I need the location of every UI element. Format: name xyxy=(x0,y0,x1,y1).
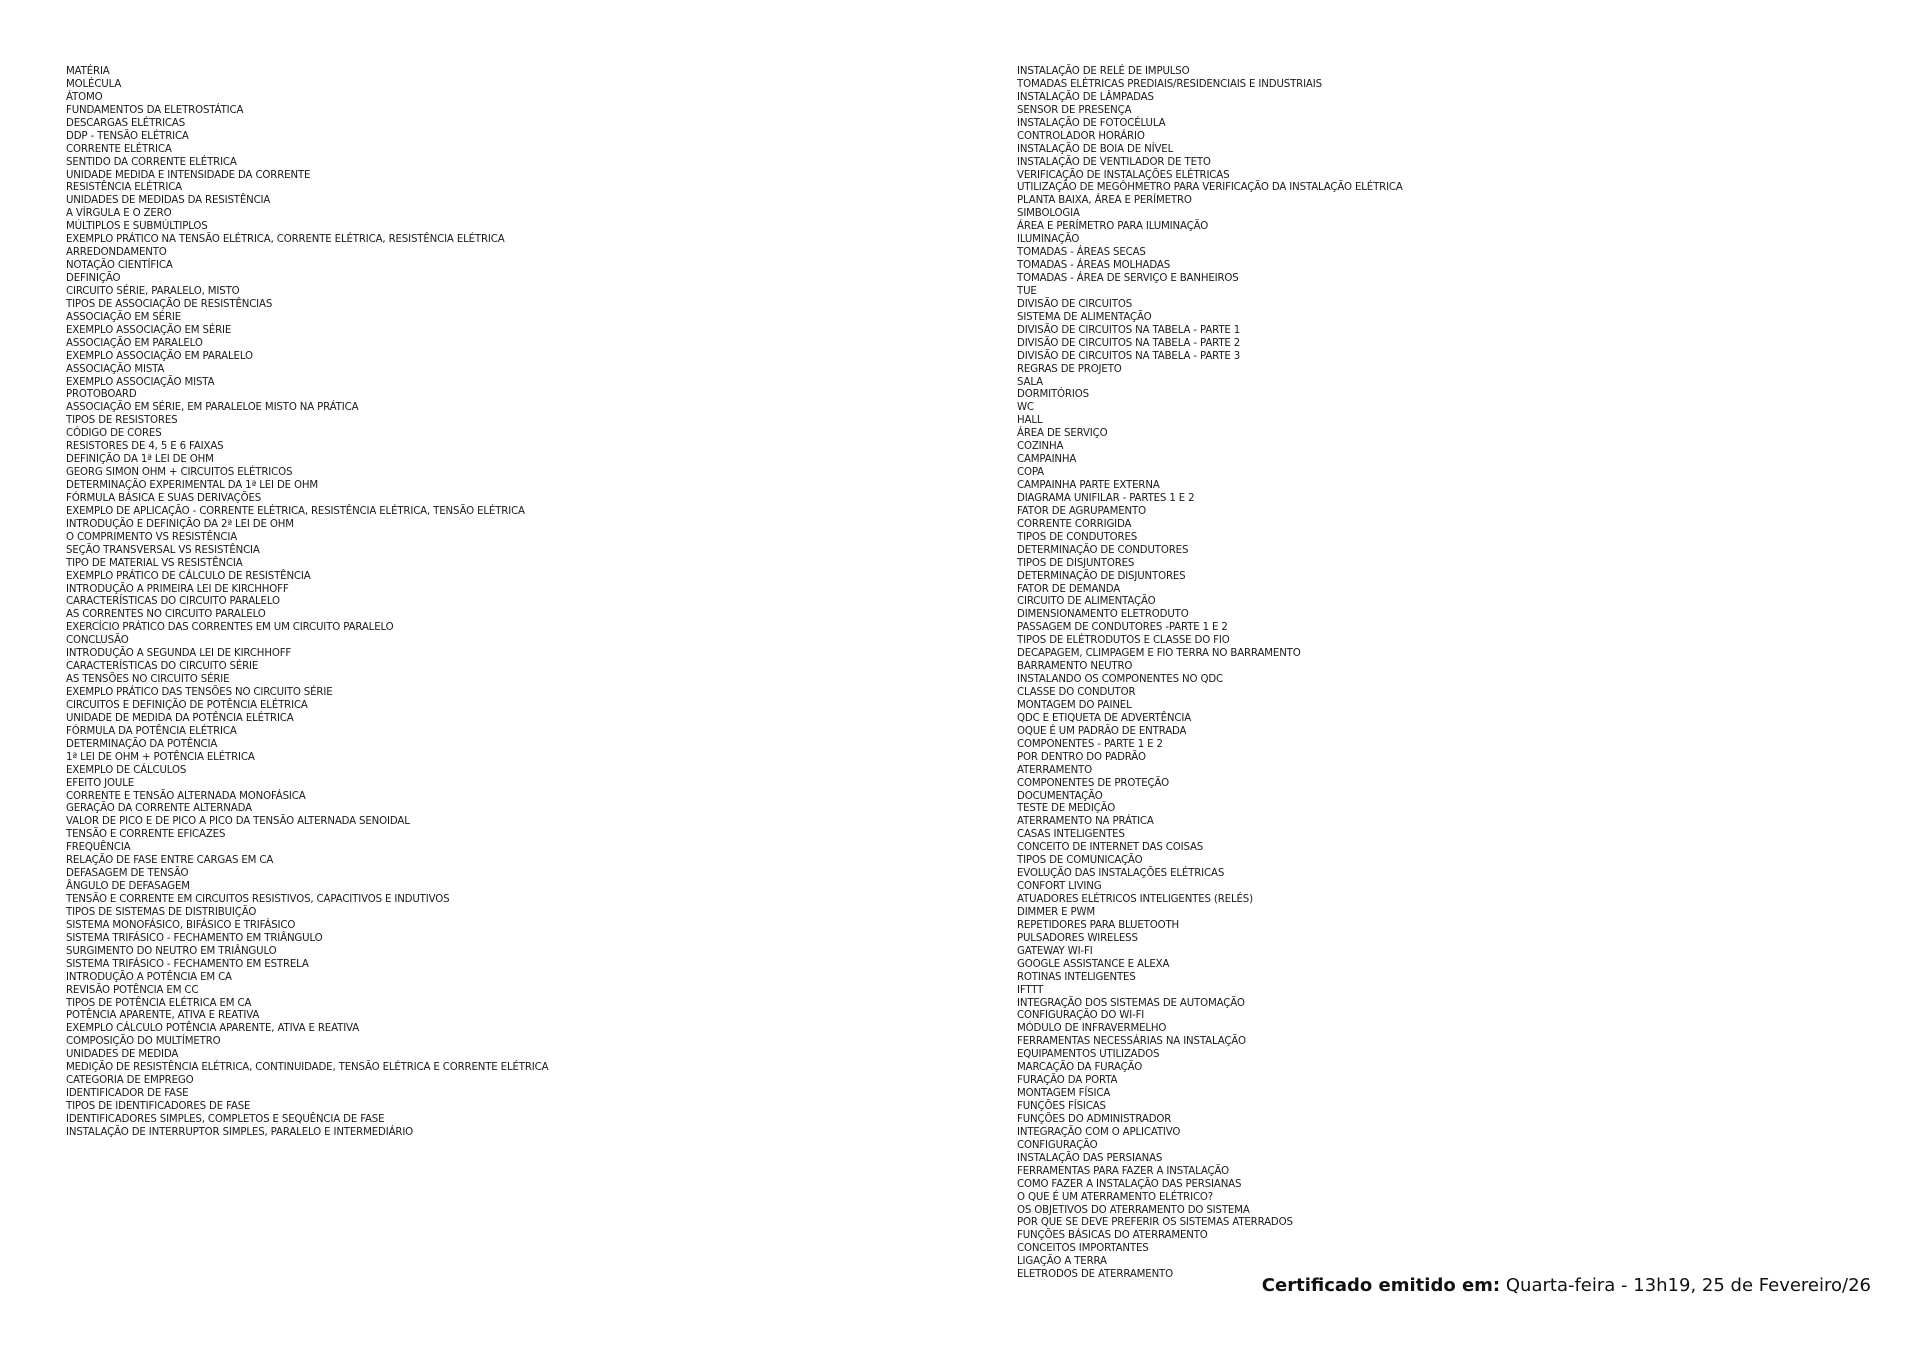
topic-item: INTRODUÇÃO A PRIMEIRA LEI DE KIRCHHOFF xyxy=(66,583,289,595)
topic-item: TOMADAS ELÉTRICAS PREDIAIS/RESIDENCIAIS E INDUSTRIAIS xyxy=(1017,78,1322,90)
topic-item: POTÊNCIA APARENTE, ATIVA E REATIVA xyxy=(66,1010,260,1022)
topic-item: INTRODUÇÃO E DEFINIÇÃO DA 2ª LEI DE OHM xyxy=(66,518,294,530)
topic-item: SALA xyxy=(1017,376,1043,388)
topic-item: GERAÇÃO DA CORRENTE ALTERNADA xyxy=(66,803,252,815)
topic-item: DIVISÃO DE CIRCUITOS NA TABELA - PARTE 2 xyxy=(1017,337,1241,349)
topic-item: RELAÇÃO DE FASE ENTRE CARGAS EM CA xyxy=(66,855,274,867)
topic-item: CONTROLADOR HORÁRIO xyxy=(1017,130,1145,142)
topic-item: UNIDADE DE MEDIDA DA POTÊNCIA ELÉTRICA xyxy=(66,712,294,724)
topic-item: LIGAÇÃO A TERRA xyxy=(1017,1256,1107,1268)
topic-item: O COMPRIMENTO VS RESISTÊNCIA xyxy=(66,531,238,543)
topic-item: TOMADAS - ÁREAS SECAS xyxy=(1017,247,1146,259)
topic-item: CARACTERÍSTICAS DO CIRCUITO PARALELO xyxy=(66,596,280,608)
topic-item: IFTTT xyxy=(1017,984,1044,996)
topic-item: EXERCÍCIO PRÁTICO DAS CORRENTES EM UM CIRCUITO PARALELO xyxy=(66,622,394,634)
topic-item: TIPOS DE POTÊNCIA ELÉTRICA EM CA xyxy=(66,997,252,1009)
topic-item: NOTAÇÃO CIENTÍFICA xyxy=(66,260,173,272)
topic-item: CONFORT LIVING xyxy=(1017,881,1102,893)
topic-item: DOCUMENTAÇÃO xyxy=(1017,790,1103,802)
topic-item: FERRAMENTAS NECESSÁRIAS NA INSTALAÇÃO xyxy=(1017,1036,1246,1048)
topic-item: CAMPAINHA xyxy=(1017,454,1077,466)
topic-item: OQUE É UM PADRÃO DE ENTRADA xyxy=(1017,725,1187,737)
topic-item: GOOGLE ASSISTANCE E ALEXA xyxy=(1017,958,1170,970)
topic-item: CONFIGURAÇÃO DO WI-FI xyxy=(1017,1010,1145,1022)
topic-item: ASSOCIAÇÃO EM PARALELO xyxy=(66,337,203,349)
topic-item: EFEITO JOULE xyxy=(66,777,135,789)
topic-item: FÓRMULA BÁSICA E SUAS DERIVAÇÕES xyxy=(66,492,262,504)
topic-item: DIVISÃO DE CIRCUITOS NA TABELA - PARTE 3 xyxy=(1017,350,1241,362)
topic-item: QDC E ETIQUETA DE ADVERTÊNCIA xyxy=(1017,712,1192,724)
topic-item: ATUADORES ELÉTRICOS INTELIGENTES (RELÉS) xyxy=(1017,894,1253,905)
topic-item: PASSAGEM DE CONDUTORES -PARTE 1 E 2 xyxy=(1017,622,1228,634)
topic-item: TIPOS DE ASSOCIAÇÃO DE RESISTÊNCIAS xyxy=(66,298,273,310)
topic-item: ARREDONDAMENTO xyxy=(66,247,167,259)
topic-item: CIRCUITOS E DEFINIÇÃO DE POTÊNCIA ELÉTRICA xyxy=(66,699,308,711)
topic-item: DESCARGAS ELÉTRICAS xyxy=(66,117,186,129)
topic-item: DECAPAGEM, CLIMPAGEM E FIO TERRA NO BARRAMENTO xyxy=(1017,648,1301,660)
topic-item: ASSOCIAÇÃO EM SÉRIE, EM PARALELOE MISTO NA PRÁTICA xyxy=(66,402,359,414)
topic-item: TIPOS DE DISJUNTORES xyxy=(1017,557,1135,569)
topic-item: CIRCUITO DE ALIMENTAÇÃO xyxy=(1017,596,1156,608)
topic-item: INSTALAÇÃO DE RELÉ DE IMPULSO xyxy=(1017,66,1190,77)
topic-item: ÂNGULO DE DEFASAGEM xyxy=(66,881,190,893)
topic-item: CATEGORIA DE EMPREGO xyxy=(66,1075,194,1087)
topic-item: CIRCUITO SÉRIE, PARALELO, MISTO xyxy=(66,285,240,297)
topic-item: CONFIGURAÇÃO xyxy=(1017,1139,1098,1151)
topic-item: ÁREA DE SERVIÇO xyxy=(1017,428,1108,440)
topic-item: ASSOCIAÇÃO MISTA xyxy=(66,363,165,375)
topic-item: ASSOCIAÇÃO EM SÉRIE xyxy=(66,311,182,323)
topic-item: VALOR DE PICO E DE PICO A PICO DA TENSÃO ALTERNADA SENOIDAL xyxy=(66,816,410,828)
topic-item: EXEMPLO DE APLICAÇÃO - CORRENTE ELÉTRICA, RESISTÊNCIA ELÉTRICA, TENSÃO ELÉTRICA xyxy=(66,505,525,517)
topic-item: DIAGRAMA UNIFILAR - PARTES 1 E 2 xyxy=(1017,492,1195,504)
topic-item: FUNÇÕES DO ADMINISTRADOR xyxy=(1017,1113,1172,1125)
topic-item: REVISÃO POTÊNCIA EM CC xyxy=(66,984,199,996)
topic-item: DETERMINAÇÃO DE DISJUNTORES xyxy=(1017,570,1186,582)
topic-item: EXEMPLO PRÁTICO DE CÁLCULO DE RESISTÊNCIA xyxy=(66,570,311,582)
topic-item: TIPOS DE IDENTIFICADORES DE FASE xyxy=(66,1101,251,1112)
topic-item: TENSÃO E CORRENTE EM CIRCUITOS RESISTIVOS, CAPACITIVOS E INDUTIVOS xyxy=(66,894,450,905)
topic-item: ATERRAMENTO NA PRÁTICA xyxy=(1017,816,1154,828)
topic-item: EQUIPAMENTOS UTILIZADOS xyxy=(1017,1049,1160,1061)
topic-item: EXEMPLO DE CÁLCULOS xyxy=(66,764,187,776)
topic-item: INSTALANDO OS COMPONENTES NO QDC xyxy=(1017,674,1223,686)
topic-item: COZINHA xyxy=(1017,441,1064,453)
topic-item: CONCEITO DE INTERNET DAS COISAS xyxy=(1017,842,1204,854)
topic-item: GATEWAY WI-FI xyxy=(1017,945,1093,957)
topic-item: FUNDAMENTOS DA ELETROSTÁTICA xyxy=(66,104,244,116)
topic-item: TOMADAS - ÁREAS MOLHADAS xyxy=(1017,260,1171,272)
topic-item: INTEGRAÇÃO COM O APLICATIVO xyxy=(1017,1126,1181,1138)
topic-item: CORRENTE ELÉTRICA xyxy=(66,143,172,155)
topic-item: WC xyxy=(1017,402,1034,414)
topic-item: AS CORRENTES NO CIRCUITO PARALELO xyxy=(66,609,266,621)
topic-item: ILUMINAÇÃO xyxy=(1017,234,1080,246)
topic-item: FÓRMULA DA POTÊNCIA ELÉTRICA xyxy=(66,725,237,737)
topic-item: DEFINIÇÃO DA 1ª LEI DE OHM xyxy=(66,454,214,466)
topic-item: RESISTÊNCIA ELÉTRICA xyxy=(66,182,182,194)
topic-item: UNIDADES DE MEDIDA xyxy=(66,1049,179,1061)
topic-item: EXEMPLO CÁLCULO POTÊNCIA APARENTE, ATIVA E REATIVA xyxy=(66,1023,360,1035)
topic-item: ÁREA E PERÍMETRO PARA ILUMINAÇÃO xyxy=(1017,221,1209,233)
topic-item: TIPOS DE CONDUTORES xyxy=(1017,531,1138,543)
topic-item: REPETIDORES PARA BLUETOOTH xyxy=(1017,919,1180,931)
topic-item: EXEMPLO PRÁTICO NA TENSÃO ELÉTRICA, CORRENTE ELÉTRICA, RESISTÊNCIA ELÉTRICA xyxy=(66,234,505,246)
topic-item: ÁTOMO xyxy=(66,91,103,103)
topic-item: SISTEMA TRIFÁSICO - FECHAMENTO EM TRIÂNGULO xyxy=(66,932,323,944)
topic-item: DIVISÃO DE CIRCUITOS NA TABELA - PARTE 1 xyxy=(1017,324,1241,336)
topic-item: EVOLUÇÃO DAS INSTALAÇÕES ELÉTRICAS xyxy=(1017,868,1225,880)
topic-item: MEDIÇÃO DE RESISTÊNCIA ELÉTRICA, CONTINUIDADE, TENSÃO ELÉTRICA E CORRENTE ELÉTRICA xyxy=(66,1062,549,1074)
topic-item: OS OBJETIVOS DO ATERRAMENTO DO SISTEMA xyxy=(1017,1204,1250,1216)
topic-item: SIMBOLOGIA xyxy=(1017,208,1080,220)
topic-item: COPA xyxy=(1017,467,1044,479)
topic-item: IDENTIFICADORES SIMPLES, COMPLETOS E SEQUÊNCIA DE FASE xyxy=(66,1113,385,1125)
topic-item: PROTOBOARD xyxy=(66,389,137,401)
certificate-issued-label: Certificado emitido em: xyxy=(1261,1275,1501,1296)
topic-item: INSTALAÇÃO DE VENTILADOR DE TETO xyxy=(1017,156,1211,168)
topic-item: TOMADAS - ÁREA DE SERVIÇO E BANHEIROS xyxy=(1017,273,1239,284)
topic-item: FUNÇÕES FÍSICAS xyxy=(1017,1101,1106,1112)
topic-item: EXEMPLO PRÁTICO DAS TENSÕES NO CIRCUITO SÉRIE xyxy=(66,687,333,698)
topic-item: MATÉRIA xyxy=(66,66,110,77)
topic-item: COMO FAZER A INSTALAÇÃO DAS PERSIANAS xyxy=(1017,1178,1242,1190)
topic-item: DORMITÓRIOS xyxy=(1017,389,1089,401)
topic-item: INSTALAÇÃO DE INTERRUPTOR SIMPLES, PARALELO E INTERMEDIÁRIO xyxy=(66,1126,414,1138)
topic-item: DETERMINAÇÃO EXPERIMENTAL DA 1ª LEI DE OHM xyxy=(66,480,319,491)
topic-item: INSTALAÇÃO DE BOIA DE NÍVEL xyxy=(1017,143,1174,155)
topic-item: RESISTORES DE 4, 5 E 6 FAIXAS xyxy=(66,441,224,453)
topic-item: SENTIDO DA CORRENTE ELÉTRICA xyxy=(66,156,237,168)
topic-item: DDP - TENSÃO ELÉTRICA xyxy=(66,130,189,142)
topic-item: HALL xyxy=(1017,415,1043,427)
topic-item: MÓDULO DE INFRAVERMELHO xyxy=(1017,1023,1167,1035)
topic-item: BARRAMENTO NEUTRO xyxy=(1017,661,1133,673)
topic-item: FURAÇÃO DA PORTA xyxy=(1017,1075,1118,1087)
topic-item: ROTINAS INTELIGENTES xyxy=(1017,971,1136,983)
topic-item: EXEMPLO ASSOCIAÇÃO MISTA xyxy=(66,376,215,388)
topic-item: TIPOS DE SISTEMAS DE DISTRIBUIÇÃO xyxy=(66,906,257,918)
topic-item: CORRENTE CORRIGIDA xyxy=(1017,518,1132,530)
topic-item: FUNÇÕES BÁSICAS DO ATERRAMENTO xyxy=(1017,1230,1208,1242)
topic-item: IDENTIFICADOR DE FASE xyxy=(66,1088,189,1100)
topic-item: A VÍRGULA E O ZERO xyxy=(66,208,172,220)
topic-item: 1ª LEI DE OHM + POTÊNCIA ELÉTRICA xyxy=(66,751,255,763)
topic-item: SEÇÃO TRANSVERSAL VS RESISTÊNCIA xyxy=(66,544,260,556)
topic-item: MARCAÇÃO DA FURAÇÃO xyxy=(1017,1062,1143,1074)
topic-item: PULSADORES WIRELESS xyxy=(1017,932,1138,944)
topic-item: FATOR DE AGRUPAMENTO xyxy=(1017,505,1146,517)
topic-item: SISTEMA DE ALIMENTAÇÃO xyxy=(1017,311,1152,323)
topic-item: TIPOS DE COMUNICAÇÃO xyxy=(1017,855,1143,867)
certificate-issued-line xyxy=(1262,1275,1871,1296)
topic-item: PLANTA BAIXA, ÁREA E PERÍMETRO xyxy=(1017,195,1192,207)
topic-item: CLASSE DO CONDUTOR xyxy=(1017,687,1136,698)
topic-item: DETERMINAÇÃO DA POTÊNCIA xyxy=(66,738,218,750)
topic-item: COMPOSIÇÃO DO MULTÍMETRO xyxy=(66,1036,221,1048)
topic-item: UNIDADE MEDIDA E INTENSIDADE DA CORRENTE xyxy=(66,169,311,181)
topic-item: INTEGRAÇÃO DOS SISTEMAS DE AUTOMAÇÃO xyxy=(1017,997,1245,1009)
topic-item: VERIFICAÇÃO DE INSTALAÇÕES ELÉTRICAS xyxy=(1017,169,1230,181)
topic-item: DEFASAGEM DE TENSÃO xyxy=(66,868,189,880)
topic-item: CORRENTE E TENSÃO ALTERNADA MONOFÁSICA xyxy=(66,790,306,802)
topic-item: SURGIMENTO DO NEUTRO EM TRIÂNGULO xyxy=(66,945,277,957)
topic-item: DIMENSIONAMENTO ELETRODUTO xyxy=(1017,609,1189,621)
topic-item: SISTEMA TRIFÁSICO - FECHAMENTO EM ESTRELA xyxy=(66,958,309,970)
topic-item: UNIDADES DE MEDIDAS DA RESISTÊNCIA xyxy=(66,195,271,207)
topic-item: ELETRODOS DE ATERRAMENTO xyxy=(1017,1269,1173,1281)
topic-item: TUE xyxy=(1017,285,1037,297)
topic-item: FREQUÊNCIA xyxy=(66,842,131,854)
topic-item: FERRAMENTAS PARA FAZER A INSTALAÇÃO xyxy=(1017,1165,1229,1177)
certificate-issued-value: Quarta-feira - 13h19, 25 de Fevereiro/26 xyxy=(1505,1275,1871,1296)
topic-item: COMPONENTES DE PROTEÇÃO xyxy=(1017,777,1170,789)
topic-item: INTRODUÇÃO A POTÊNCIA EM CA xyxy=(66,971,232,983)
topic-item: INSTALAÇÃO DE LÂMPADAS xyxy=(1017,91,1154,103)
topic-item: DEFINIÇÃO xyxy=(66,273,121,284)
topic-item: FATOR DE DEMANDA xyxy=(1017,583,1121,595)
topic-item: INSTALAÇÃO DE FOTOCÉLULA xyxy=(1017,117,1166,129)
topic-item: DETERMINAÇÃO DE CONDUTORES xyxy=(1017,544,1189,556)
topic-item: UTILIZAÇÃO DE MEGÔHMETRO PARA VERIFICAÇÃO DA INSTALAÇÃO ELÉTRICA xyxy=(1017,182,1403,194)
topic-item: TENSÃO E CORRENTE EFICAZES xyxy=(66,829,226,841)
topic-item: MONTAGEM FÍSICA xyxy=(1017,1088,1111,1100)
topic-item: POR QUE SE DEVE PREFERIR OS SISTEMAS ATERRADOS xyxy=(1017,1217,1293,1229)
topic-item: CASAS INTELIGENTES xyxy=(1017,829,1125,841)
topic-list-right xyxy=(1017,66,1403,1282)
topic-list-left xyxy=(66,66,548,1140)
topic-item: TIPO DE MATERIAL VS RESISTÊNCIA xyxy=(66,557,243,569)
topic-item: AS TENSÕES NO CIRCUITO SÉRIE xyxy=(66,674,230,686)
topic-item: GEORG SIMON OHM + CIRCUITOS ELÉTRICOS xyxy=(66,467,293,479)
topic-item: INTRODUÇÃO A SEGUNDA LEI DE KIRCHHOFF xyxy=(66,648,292,660)
topic-item: ATERRAMENTO xyxy=(1017,764,1092,776)
topic-item: TIPOS DE RESISTORES xyxy=(66,415,178,427)
topic-item: TIPOS DE ELÉTRODUTOS E CLASSE DO FIO xyxy=(1017,635,1230,647)
topic-item: POR DENTRO DO PADRÃO xyxy=(1017,751,1146,763)
topic-item: MÚLTIPLOS E SUBMÚLTIPLOS xyxy=(66,221,208,233)
topic-item: INSTALAÇÃO DAS PERSIANAS xyxy=(1017,1152,1163,1164)
topic-item: DIVISÃO DE CIRCUITOS xyxy=(1017,298,1133,310)
topic-item: COMPONENTES - PARTE 1 E 2 xyxy=(1017,738,1163,750)
topic-item: REGRAS DE PROJETO xyxy=(1017,363,1122,375)
topic-item: MOLÉCULA xyxy=(66,78,122,90)
topic-item: CONCLUSÃO xyxy=(66,635,129,647)
topic-item: EXEMPLO ASSOCIAÇÃO EM PARALELO xyxy=(66,350,253,362)
topic-item: MONTAGEM DO PAINEL xyxy=(1017,699,1132,711)
topic-item: EXEMPLO ASSOCIAÇÃO EM SÉRIE xyxy=(66,324,232,336)
topic-item: TESTE DE MEDIÇÃO xyxy=(1017,803,1116,815)
topic-item: CONCEITOS IMPORTANTES xyxy=(1017,1243,1149,1255)
topic-item: O QUE É UM ATERRAMENTO ELÉTRICO? xyxy=(1017,1191,1214,1203)
topic-item: DIMMER E PWM xyxy=(1017,906,1096,918)
topic-item: SENSOR DE PRESENÇA xyxy=(1017,104,1132,116)
topic-item: SISTEMA MONOFÁSICO, BIFÁSICO E TRIFÁSICO xyxy=(66,919,296,931)
topic-item: CARACTERÍSTICAS DO CIRCUITO SÉRIE xyxy=(66,661,259,673)
topic-item: CÓDIGO DE CORES xyxy=(66,428,162,440)
topic-item: CAMPAINHA PARTE EXTERNA xyxy=(1017,480,1160,491)
